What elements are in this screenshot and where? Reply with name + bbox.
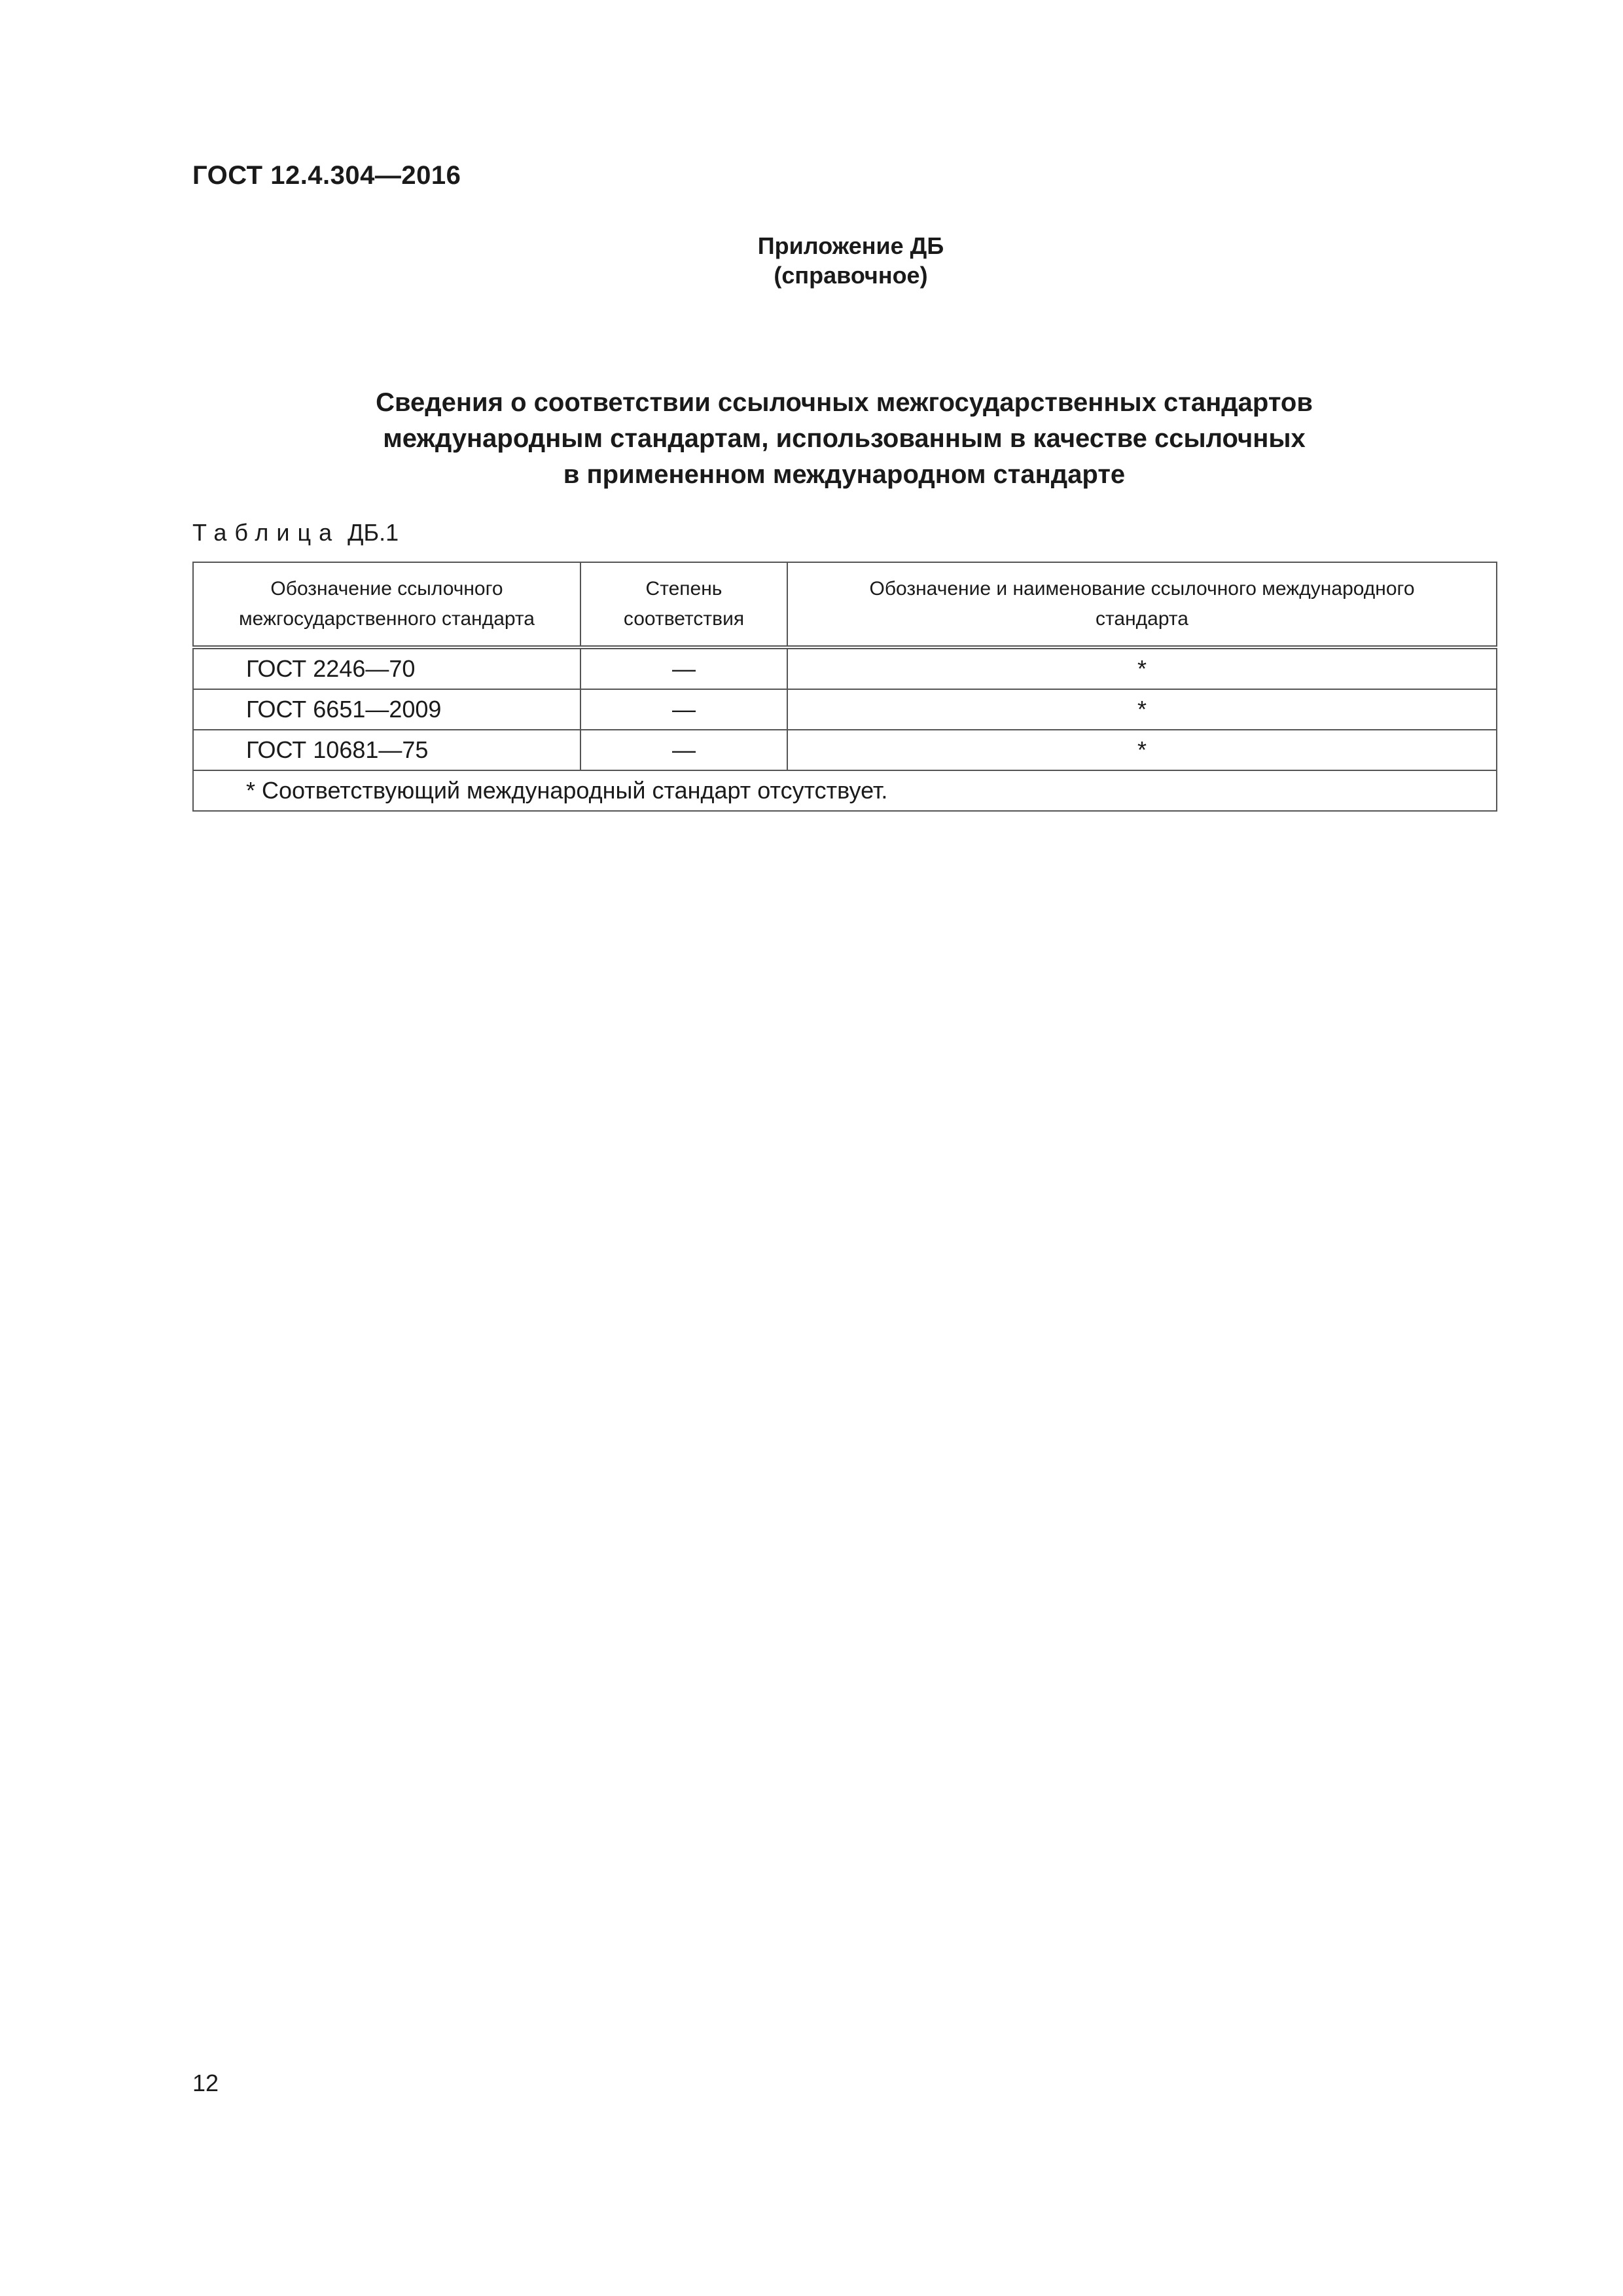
cell-degree: — <box>580 647 787 689</box>
cell-standard: ГОСТ 6651—2009 <box>193 689 580 730</box>
table-row <box>193 647 1497 689</box>
table-note-row <box>193 770 1497 811</box>
section-title-line: Сведения о соответствии ссылочных межгосударственных стандартов <box>376 388 1313 417</box>
annex-kind: (справочное) <box>774 262 928 289</box>
header-interstate-standard: Обозначение ссылочного межгосударственного стандарта <box>193 562 580 647</box>
annex-title: Приложение ДБ <box>757 232 944 259</box>
section-title-line: международным стандартам, использованным в качестве ссылочных <box>383 424 1306 453</box>
cell-standard: ГОСТ 10681—75 <box>193 730 580 770</box>
reference-standards-table <box>192 562 1497 812</box>
header-international-standard: Обозначение и наименование ссылочного международного стандарта <box>787 562 1497 647</box>
table-row <box>193 730 1497 770</box>
cell-international: * <box>787 689 1497 730</box>
table-caption-number: ДБ.1 <box>348 519 399 546</box>
cell-international: * <box>787 730 1497 770</box>
table-row <box>193 689 1497 730</box>
section-title <box>192 385 1496 493</box>
table-caption-prefix: Таблица <box>192 519 340 546</box>
table-note: * Соответствующий международный стандарт отсутствует. <box>193 770 1497 811</box>
table-header-row <box>193 562 1497 647</box>
section-title-line: в примененном международном стандарте <box>563 460 1126 489</box>
table-caption <box>192 519 399 547</box>
page-number: 12 <box>192 2070 219 2096</box>
cell-degree: — <box>580 730 787 770</box>
cell-degree: — <box>580 689 787 730</box>
cell-international: * <box>787 647 1497 689</box>
header-degree: Степень соответствия <box>580 562 787 647</box>
cell-standard: ГОСТ 2246—70 <box>193 647 580 689</box>
document-code: ГОСТ 12.4.304—2016 <box>192 161 461 190</box>
